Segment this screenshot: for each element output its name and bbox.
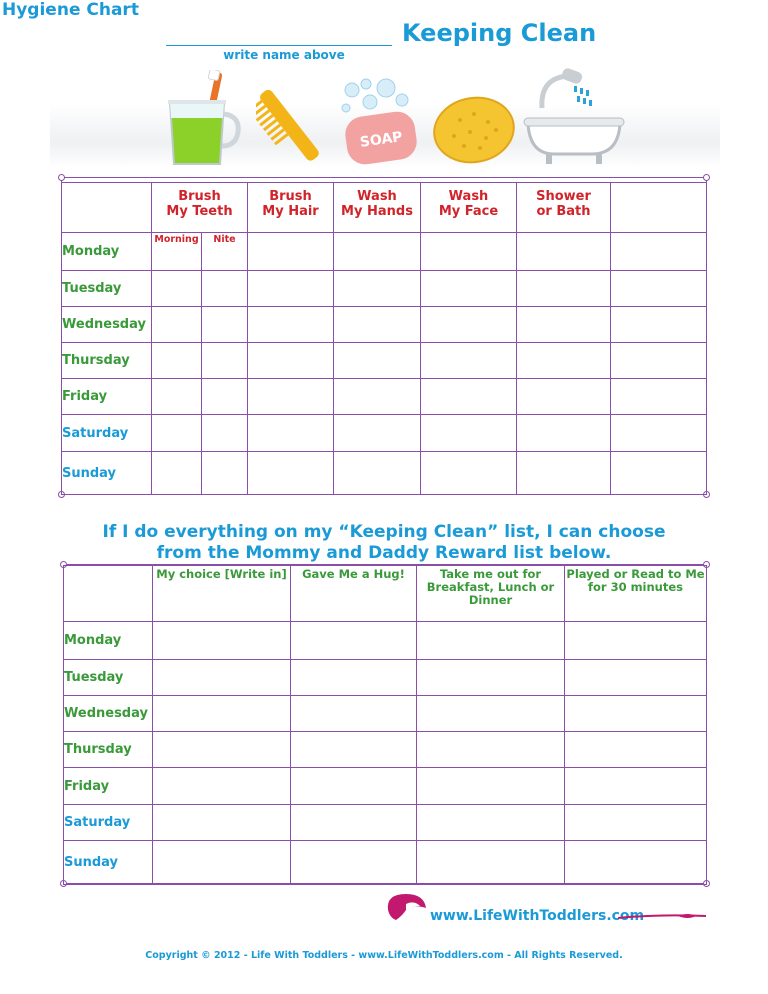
reward-header: My choice [Write in]	[153, 566, 291, 622]
reward-cell[interactable]	[291, 732, 417, 768]
reward-chart	[63, 565, 707, 885]
day-label: Tuesday	[64, 660, 153, 696]
reward-cell[interactable]	[565, 732, 707, 768]
reward-cell[interactable]	[153, 622, 291, 660]
checkbox-cell[interactable]	[517, 452, 611, 495]
task-header: Brush My Teeth	[152, 183, 248, 233]
checkbox-cell[interactable]	[611, 307, 707, 343]
checkbox-cell[interactable]	[248, 379, 334, 415]
soap-icon	[336, 74, 422, 168]
checkbox-cell[interactable]	[152, 452, 202, 495]
reward-message: If I do everything on my “Keeping Clean” list, I can choose from the Mommy and Daddy Reward list below.	[102, 522, 666, 563]
reward-cell[interactable]	[291, 805, 417, 841]
checkbox-cell[interactable]	[517, 343, 611, 379]
reward-cell[interactable]	[291, 622, 417, 660]
checkbox-cell[interactable]	[248, 307, 334, 343]
checkbox-cell[interactable]	[248, 271, 334, 307]
day-label: Sunday	[62, 452, 152, 495]
reward-cell[interactable]	[565, 841, 707, 885]
checkbox-cell[interactable]	[421, 379, 517, 415]
reward-cell[interactable]	[291, 768, 417, 805]
sponge-icon	[430, 90, 518, 168]
checkbox-cell[interactable]	[248, 233, 334, 271]
checkbox-cell[interactable]	[421, 233, 517, 271]
reward-cell[interactable]	[417, 622, 565, 660]
reward-cell[interactable]	[417, 841, 565, 885]
day-label: Wednesday	[64, 696, 153, 732]
day-label: Friday	[62, 379, 152, 415]
logo-link[interactable]: www.LifeWithToddlers.com	[430, 908, 645, 924]
logo-icon	[384, 890, 432, 926]
nite-label: Nite	[213, 234, 236, 245]
reward-header: Played or Read to Me for 30 minutes	[565, 566, 707, 622]
checkbox-cell[interactable]	[202, 379, 248, 415]
reward-cell[interactable]	[291, 660, 417, 696]
checkbox-cell[interactable]	[517, 271, 611, 307]
reward-cell[interactable]	[417, 768, 565, 805]
reward-cell[interactable]	[153, 841, 291, 885]
checkbox-cell[interactable]	[517, 307, 611, 343]
reward-cell[interactable]	[417, 805, 565, 841]
comb-icon	[256, 80, 326, 168]
checkbox-cell[interactable]	[152, 343, 202, 379]
reward-cell[interactable]	[565, 805, 707, 841]
day-label: Sunday	[64, 841, 153, 885]
checkbox-cell[interactable]	[611, 415, 707, 452]
reward-cell[interactable]	[565, 660, 707, 696]
checkbox-cell[interactable]	[517, 379, 611, 415]
checkbox-cell[interactable]	[334, 343, 421, 379]
checkbox-cell[interactable]	[202, 233, 248, 271]
reward-cell[interactable]	[291, 841, 417, 885]
corner-cell	[62, 183, 152, 233]
copyright-text: Copyright © 2012 - Life With Toddlers - www.LifeWithToddlers.com - All Rights Reserved.	[145, 950, 623, 961]
checkbox-cell[interactable]	[248, 415, 334, 452]
checkbox-cell[interactable]	[611, 452, 707, 495]
day-label: Saturday	[64, 805, 153, 841]
reward-header: Gave Me a Hug!	[291, 566, 417, 622]
checkbox-cell[interactable]	[334, 415, 421, 452]
corner-cell	[64, 566, 153, 622]
checkbox-cell[interactable]	[421, 415, 517, 452]
checkbox-cell[interactable]	[334, 452, 421, 495]
reward-cell[interactable]	[565, 622, 707, 660]
page-title: Keeping Clean	[402, 19, 597, 47]
hygiene-icon-strip	[50, 66, 720, 168]
task-header: Brush My Hair	[248, 183, 334, 233]
checkbox-cell[interactable]	[152, 233, 202, 271]
checkbox-cell[interactable]	[152, 415, 202, 452]
keeping-clean-chart	[61, 182, 707, 495]
checkbox-cell[interactable]	[517, 415, 611, 452]
reward-cell[interactable]	[417, 660, 565, 696]
bathtub-icon	[522, 68, 626, 168]
reward-cell[interactable]	[153, 660, 291, 696]
checkbox-cell[interactable]	[334, 233, 421, 271]
reward-cell[interactable]	[291, 696, 417, 732]
checkbox-cell[interactable]	[202, 307, 248, 343]
day-label: Friday	[64, 768, 153, 805]
reward-cell[interactable]	[153, 768, 291, 805]
checkbox-cell[interactable]	[152, 271, 202, 307]
checkbox-cell[interactable]	[334, 307, 421, 343]
cup-icon	[162, 70, 242, 168]
document-title: Hygiene Chart	[2, 0, 139, 20]
checkbox-cell[interactable]	[517, 233, 611, 271]
name-caption: write name above	[223, 48, 345, 62]
day-label: Thursday	[62, 343, 152, 379]
reward-cell[interactable]	[153, 732, 291, 768]
reward-cell[interactable]	[153, 805, 291, 841]
checkbox-cell[interactable]	[202, 343, 248, 379]
morning-label: Morning	[154, 234, 199, 245]
checkbox-cell[interactable]	[421, 271, 517, 307]
day-label: Wednesday	[62, 307, 152, 343]
checkbox-cell[interactable]	[611, 379, 707, 415]
day-label: Saturday	[62, 415, 152, 452]
checkbox-cell[interactable]	[611, 343, 707, 379]
checkbox-cell[interactable]	[202, 415, 248, 452]
name-write-line[interactable]	[166, 45, 392, 46]
reward-header: Take me out for Breakfast, Lunch or Dinner	[417, 566, 565, 622]
checkbox-cell[interactable]	[611, 271, 707, 307]
day-label: Thursday	[64, 732, 153, 768]
reward-cell[interactable]	[417, 696, 565, 732]
logo-swoosh-icon	[618, 910, 708, 924]
checkbox-cell[interactable]	[202, 271, 248, 307]
task-header: Wash My Hands	[334, 183, 421, 233]
day-label: Monday	[64, 622, 153, 660]
checkbox-cell[interactable]	[152, 379, 202, 415]
svg-text:SOAP: SOAP	[359, 129, 404, 151]
reward-cell[interactable]	[565, 768, 707, 805]
checkbox-cell[interactable]	[421, 343, 517, 379]
checkbox-cell[interactable]	[334, 379, 421, 415]
task-header: Shower or Bath	[517, 183, 611, 233]
reward-cell[interactable]	[153, 696, 291, 732]
reward-cell[interactable]	[417, 732, 565, 768]
checkbox-cell[interactable]	[248, 343, 334, 379]
checkbox-cell[interactable]	[611, 233, 707, 271]
day-label: Monday	[62, 233, 152, 271]
task-header: Wash My Face	[421, 183, 517, 233]
reward-cell[interactable]	[565, 696, 707, 732]
checkbox-cell[interactable]	[421, 307, 517, 343]
checkbox-cell[interactable]	[334, 271, 421, 307]
day-label: Tuesday	[62, 271, 152, 307]
checkbox-cell[interactable]	[202, 452, 248, 495]
checkbox-cell[interactable]	[421, 452, 517, 495]
blank-header	[611, 183, 707, 233]
checkbox-cell[interactable]	[152, 307, 202, 343]
checkbox-cell[interactable]	[248, 452, 334, 495]
